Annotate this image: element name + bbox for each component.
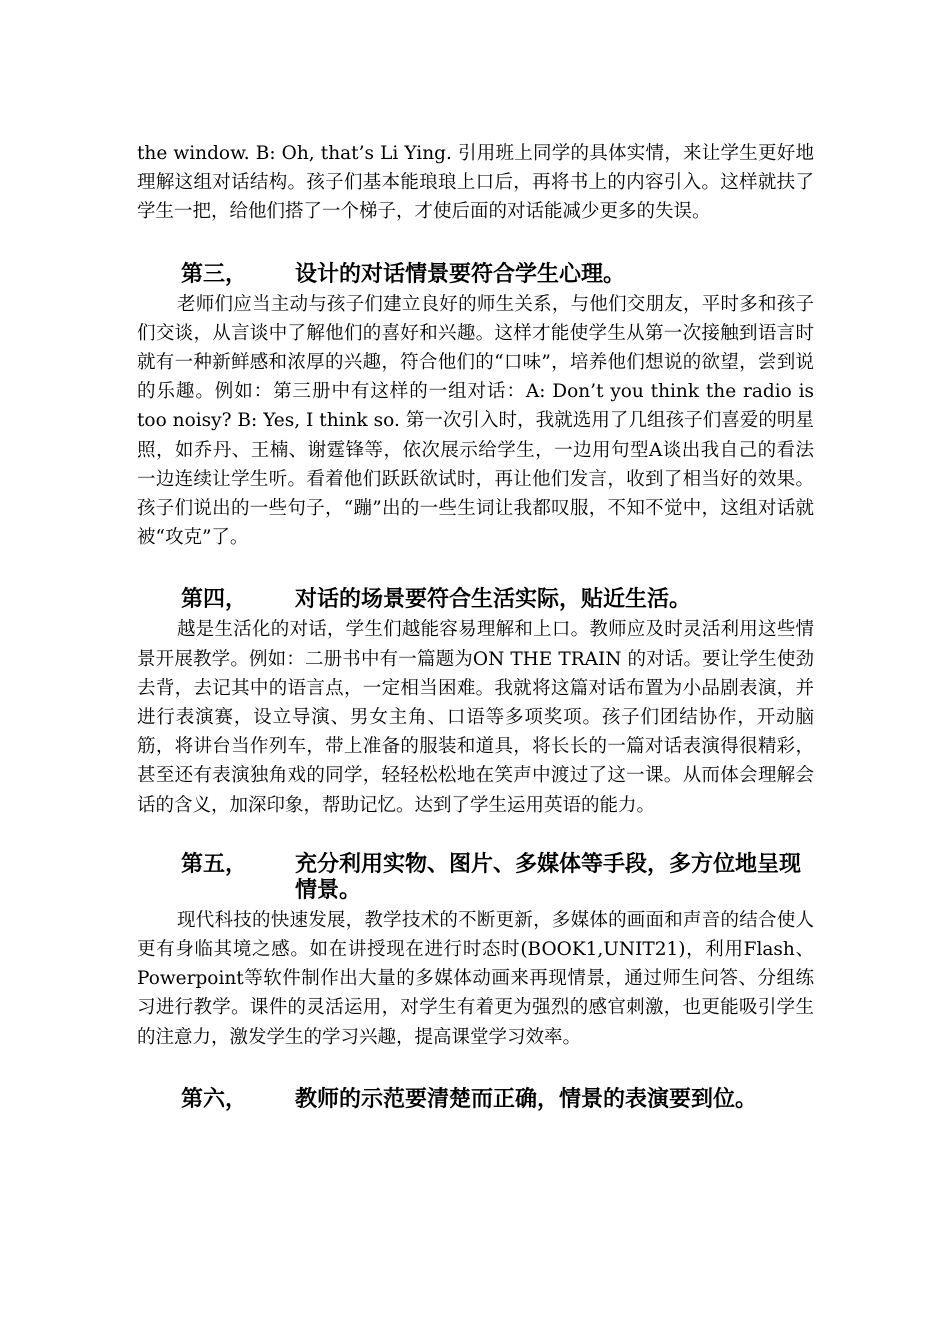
section-title: 充分利用实物、图片、多媒体等手段，多方位地呈现情景。 bbox=[295, 851, 802, 903]
section-title: 设计的对话情景要符合学生心理。 bbox=[295, 261, 626, 287]
section-heading-fourth bbox=[137, 587, 814, 613]
paragraph-fifth: 现代科技的快速发展，教学技术的不断更新，多媒体的画面和声音的结合使人更有身临其境之感。如在讲授现在进行时态时(BOOK1,UNIT21)，利用Flash、Powerpoint等软件制作出大量的多媒体动画来再现情景，通过师生问答、分组练习进行教学。课件的灵活运用，对学生有着更为强烈的感官刺激，也更能吸引学生的注意力，激发学生的学习兴趣，提高课堂学习效率。 bbox=[137, 909, 814, 1048]
paragraph-intro-continued: the window. B: Oh, that’s Li Ying. 引用班上同学的具体实情，来让学生更好地理解这组对话结构。孩子们基本能琅琅上口后，再将书上的内容引入。这样就扶了学生一把，给他们搭了一个梯子，才使后面的对话能减少更多的失误。 bbox=[137, 143, 814, 223]
section-number: 第四， bbox=[181, 587, 248, 613]
section-number: 第六， bbox=[181, 1086, 248, 1112]
paragraph-fourth: 越是生活化的对话，学生们越能容易理解和上口。教师应及时灵活利用这些情景开展教学。例如：二册书中有一篇题为ON THE TRAIN 的对话。要让学生使劲去背，去记其中的语言点，一定相当困难。我就将这篇对话布置为小品剧表演，并进行表演赛，设立导演、男女主角、口语等多项奖项。孩子们团结协作，开动脑筋，将讲台当作列车，带上准备的服装和道具，将长长的一篇对话表演得很精彩，甚至还有表演独角戏的同学，轻轻松松地在笑声中渡过了这一课。从而体会理解会话的含义，加深印象，帮助记忆。达到了学生运用英语的能力。 bbox=[137, 619, 814, 816]
section-title: 教师的示范要清楚而正确，情景的表演要到位。 bbox=[295, 1086, 758, 1112]
section-heading-third bbox=[137, 262, 814, 288]
section-heading-sixth bbox=[137, 1087, 814, 1113]
section-number: 第三， bbox=[181, 261, 248, 287]
section-number: 第五， bbox=[181, 851, 248, 877]
section-heading-fifth bbox=[137, 852, 814, 904]
section-title: 对话的场景要符合生活实际，贴近生活。 bbox=[295, 587, 692, 613]
paragraph-third: 老师们应当主动与孩子们建立良好的师生关系，与他们交朋友，平时多和孩子们交谈，从言谈中了解他们的喜好和兴趣。这样才能使学生从第一次接触到语言时就有一种新鲜感和浓厚的兴趣，符合他们的“口味”，培养他们想说的欲望，尝到说的乐趣。例如：第三册中有这样的一组对话：A: Don’t you think the radio is too noisy? B: Yes, I think so. 第一次引入时，我就选用了几组孩子们喜爱的明星照，如乔丹、王楠、谢霆锋等，依次展示给学生，一边用句型A谈出我自己的看法一边连续让学生听。看着他们跃跃欲试时，再让他们发言，收到了相当好的效果。孩子们说出的一些句子，“蹦”出的一些生词让我都叹服，不知不觉中，这组对话就被“攻克”了。 bbox=[137, 293, 814, 549]
